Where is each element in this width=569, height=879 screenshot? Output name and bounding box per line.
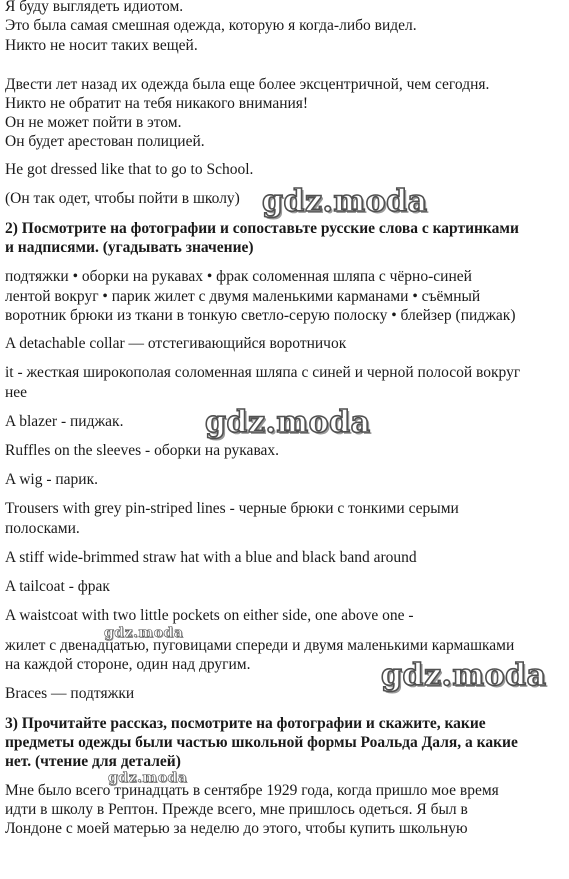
- text-line: Никто не носит таких вещей.: [5, 37, 198, 54]
- text-line: Это была самая смешная одежда, которую я когда-либо видел.: [5, 17, 417, 34]
- text-line: A waistcoat with two little pockets on either side, one above one -: [5, 607, 414, 624]
- text-line: идти в школу в Рептон. Прежде всего, мне пришлось одеться. Я был в: [5, 801, 468, 818]
- text-line: воротник брюки из ткани в тонкую светло-серую полоску • блейзер (пиджак): [5, 307, 516, 324]
- text-line: на каждой стороне, один над другим.: [5, 656, 251, 673]
- watermark: gdz.moda: [262, 184, 428, 219]
- section-heading: нет. (чтение для деталей): [5, 753, 181, 770]
- text-line: лентой вокруг • парик жилет с двумя маленькими карманами • съёмный: [5, 288, 481, 305]
- text-line: A blazer - пиджак.: [5, 413, 124, 430]
- text-line: (Он так одет, чтобы пойти в школу): [5, 190, 240, 207]
- text-line: жилет с двенадцатью, пуговицами спереди и двумя маленькими кармашками: [5, 637, 515, 654]
- watermark: gdz.moda: [108, 770, 188, 786]
- text-line: полосками.: [5, 520, 80, 537]
- text-line: A tailcoat - фрак: [5, 578, 110, 595]
- watermark: gdz.moda: [381, 658, 547, 693]
- text-line: Он не может пойти в этом.: [5, 114, 182, 131]
- text-line: нее: [5, 384, 28, 401]
- section-heading: и надписями. (угадывать значение): [5, 239, 254, 256]
- text-line: Я буду выглядеть идиотом.: [5, 0, 184, 15]
- text-line: Ruffles on the sleeves - оборки на рукавах.: [5, 442, 280, 459]
- text-line: подтяжки • оборки на рукавах • фрак соломенная шляпа с чёрно-синей: [5, 268, 472, 285]
- text-line: Braces — подтяжки: [5, 685, 135, 702]
- section-heading: 3) Прочитайте рассказ, посмотрите на фотографии и скажите, какие: [5, 715, 486, 732]
- text-line: Никто не обратит на тебя никакого внимания!: [5, 95, 309, 112]
- text-line: Trousers with grey pin-striped lines - черные брюки с тонкими серыми: [5, 500, 459, 517]
- text-line: A wig - парик.: [5, 471, 98, 488]
- section-heading: предметы одежды были частью школьной формы Роальда Даля, а какие: [5, 734, 518, 751]
- text-line: Мне было всего тринадцать в сентябре 1929 года, когда пришло мое время: [5, 782, 499, 799]
- text-line: A detachable collar — отстегивающийся воротничок: [5, 335, 347, 352]
- watermark: gdz.moda: [205, 405, 371, 440]
- text-line: Лондоне с моей матерью за неделю до этого, чтобы купить школьную: [5, 820, 468, 837]
- text-line: A stiff wide-brimmed straw hat with a blue and black band around: [5, 549, 417, 566]
- section-heading: 2) Посмотрите на фотографии и сопоставьте русские слова с картинками: [5, 220, 519, 237]
- text-line: Двести лет назад их одежда была еще более эксцентричной, чем сегодня.: [5, 76, 490, 93]
- text-line: it - жесткая широкополая соломенная шляпа с синей и черной полосой вокруг: [5, 364, 521, 381]
- watermark: gdz.moda: [104, 625, 184, 641]
- text-line: He got dressed like that to go to School.: [5, 161, 254, 178]
- text-line: Он будет арестован полицией.: [5, 133, 205, 150]
